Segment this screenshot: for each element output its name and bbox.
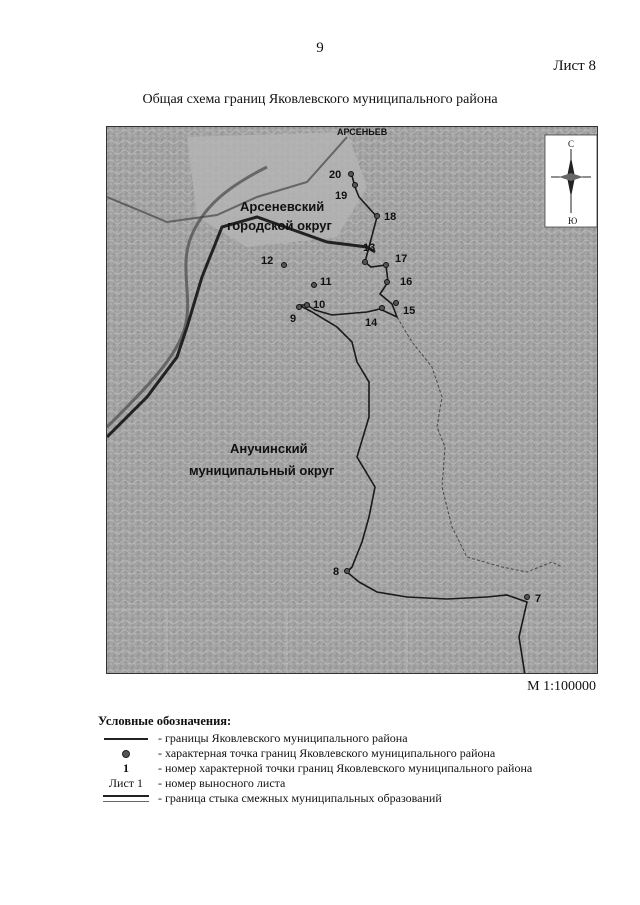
arsenyev-label-1: Арсеневский	[240, 199, 325, 214]
point-8-marker	[345, 569, 350, 574]
arsenyev-label-2: городской округ	[227, 218, 332, 233]
legend	[98, 714, 598, 806]
point-12-label: 12	[261, 255, 274, 267]
legend-symbol-sheet: Лист 1	[108, 776, 144, 790]
point-13-label: 13	[363, 242, 376, 254]
compass-south: Ю	[568, 216, 578, 226]
page-number: 9	[316, 40, 324, 56]
legend-text: - характерная точка границ Яковлевского муниципального района	[158, 746, 496, 760]
point-17-label: 17	[395, 253, 408, 265]
legend-text: - номер выносного листа	[158, 776, 286, 790]
point-9-label: 9	[290, 313, 297, 325]
legend-text: - границы Яковлевского муниципального района	[158, 731, 408, 745]
legend-text: - номер характерной точки границ Яковлевского муниципального района	[158, 761, 533, 775]
point-16-label: 16	[400, 276, 413, 288]
point-13-marker	[363, 260, 368, 265]
point-14-marker	[380, 306, 385, 311]
point-20-marker	[349, 172, 354, 177]
legend-item	[98, 776, 598, 791]
sheet-label: Лист 8	[553, 58, 596, 74]
map-svg	[107, 127, 598, 674]
dot-icon	[122, 750, 130, 758]
point-9-marker	[297, 305, 302, 310]
point-12-marker	[282, 263, 287, 268]
map-frame	[106, 126, 598, 674]
point-11-marker	[312, 283, 317, 288]
anuchino-label-2: муниципальный округ	[189, 463, 335, 478]
scale-label: М 1:100000	[527, 679, 596, 694]
point-15-marker	[394, 301, 399, 306]
point-8-label: 8	[333, 566, 340, 578]
compass-north: С	[568, 139, 575, 149]
legend-item	[98, 791, 598, 806]
point-10-label: 10	[313, 299, 326, 311]
point-7-label: 7	[535, 593, 542, 605]
legend-item	[98, 761, 598, 776]
point-11-label: 11	[320, 276, 332, 288]
legend-item	[98, 746, 598, 761]
anuchino-label-1: Анучинский	[230, 441, 308, 456]
point-19-marker	[353, 183, 358, 188]
legend-text: - граница стыка смежных муниципальных образований	[158, 791, 442, 805]
point-7-marker	[525, 595, 530, 600]
point-18-label: 18	[384, 211, 397, 223]
compass-rose-icon	[545, 135, 597, 227]
point-18-marker	[375, 214, 380, 219]
double-line-icon	[103, 795, 149, 802]
legend-symbol-number: 1	[123, 761, 129, 775]
point-14-label: 14	[365, 317, 378, 329]
point-19-label: 19	[335, 190, 348, 202]
arsenyev-top-label: АРСЕНЬЕВ	[337, 127, 388, 137]
map-title: Общая схема границ Яковлевского муниципального района	[142, 92, 498, 107]
legend-title: Условные обозначения:	[98, 714, 232, 728]
point-20-label: 20	[329, 169, 342, 181]
line-icon	[104, 738, 148, 740]
point-17-marker	[384, 263, 389, 268]
point-15-label: 15	[403, 305, 416, 317]
legend-item	[98, 731, 598, 746]
point-10-marker	[305, 303, 310, 308]
point-16-marker	[385, 280, 390, 285]
